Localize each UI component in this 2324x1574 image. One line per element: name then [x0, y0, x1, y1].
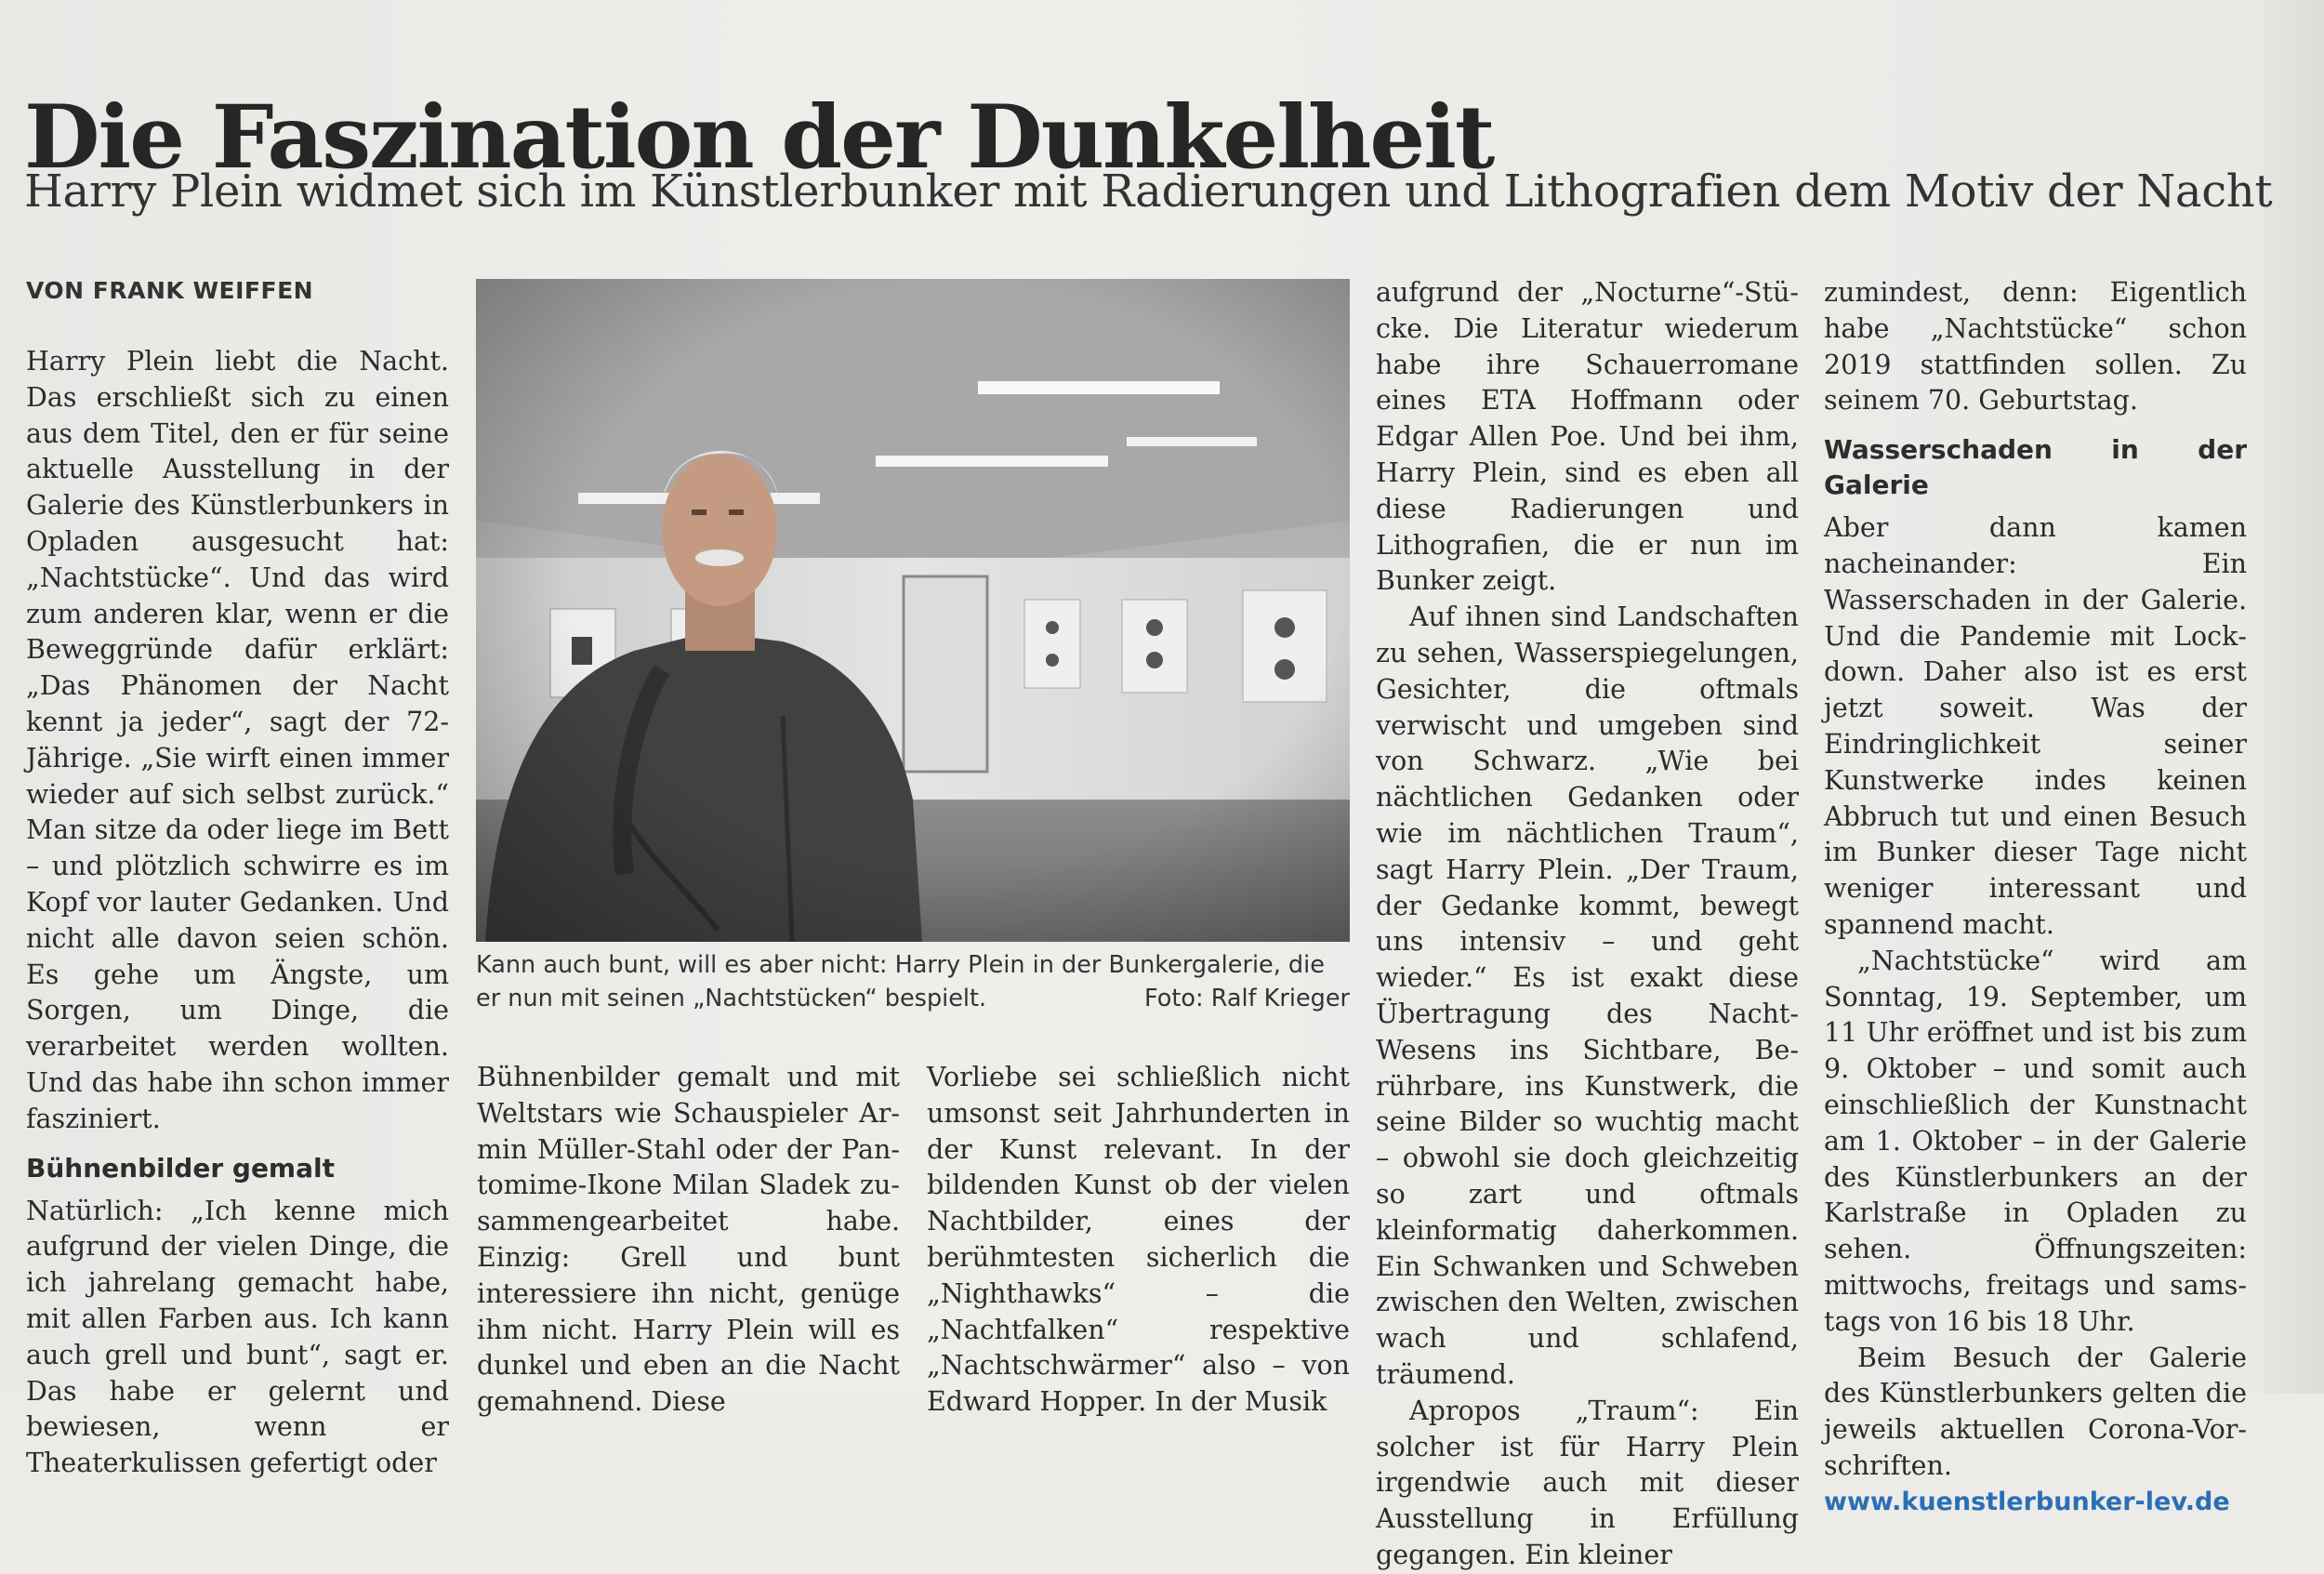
article-column-5: [1824, 275, 2247, 1521]
paragraph: Bühnenbilder gemalt und mit Weltstars wie Schauspieler Armin Müller-Stahl oder der Pantomime-Ikone Milan Sladek zusammengearbeitet habe. Einzig: Grell und bunt interessiere ihn nicht, genüge ihm nicht. Harry Plein will es dunkel und eben an die Nacht gemahnend. Diese: [477, 1062, 900, 1418]
photo-credit: Foto: Ralf Krieger: [1144, 985, 1350, 1012]
paragraph: Harry Plein liebt die Nacht. Das erschließt sich zu einen aus dem Titel, den er für seine aktuelle Ausstellung in der Galerie des Künstlerbunkers in Opladen ausgesucht hat: „Nachtstücke“. Und das wird zum anderen klar, wenn er die Beweggründe dafür erklärt: „Das Phänomen der Nacht kennt ja jeder“, sagt der 72-Jährige. „Sie wirft einen immer wieder auf sich selbst zurück.“ Man sitze da oder liege im Bett – und plötzlich schwirre es im Kopf vor lauter Gedanken. Und nicht alle davon seien schön. Es gehe um Ängste, um Sorgen, um Dinge, die verarbeitet werden wollten. Und das habe ihn schon immer fasziniert.: [26, 346, 449, 1134]
paragraph: aufgrund der „Nocturne“-Stücke. Die Literatur wiederum habe ihre Schauerromane eines ETA Hoffmann oder Edgar Allen Poe. Und bei ihm, Harry Plein, sind es eben all diese Radierungen und Lithografien, die er nun im Bunker zeigt.: [1376, 277, 1799, 597]
headline: Die Faszination der Dunkelheit: [24, 86, 1494, 189]
article-photo: [476, 279, 1350, 942]
adjacent-page-edge: [2264, 0, 2324, 1394]
article-column-4: [1376, 275, 1799, 1574]
paragraph: Auf ihnen sind Landschaften zu sehen, Wasserspiegelungen, Gesichter, die oftmals verwischt und umgeben sind von Schwarz. „Wie bei nächtlichen Gedanken oder wie im nächtlichen Traum“, sagt Harry Plein. „Der Traum, der Gedanke kommt, bewegt uns intensiv – und geht wieder.“ Es ist exakt diese Übertragung des Nacht-Wesens ins Sichtbare, Berührbare, ins Kunstwerk, die seine Bilder so wuchtig macht – obwohl sie doch gleichzeitig so zart und oftmals kleinformatig daherkommen. Ein Schwanken und Schweben zwischen den Welten, zwischen wach und schlafend, träumend.: [1376, 602, 1799, 1390]
photo-caption: [476, 948, 1350, 1015]
paragraph: zumindest, denn: Eigentlich habe „Nachtstücke“ schon 2019 stattfinden sollen. Zu seinem 70. Geburtstag.: [1824, 277, 2247, 417]
section-heading: Bühnenbilder gemalt: [26, 1152, 335, 1184]
caption-text: Kann auch bunt, will es aber nicht: Harry Plein in der Bunkergalerie, die er nun mit seinen „Nachtstücken“ bespielt.: [476, 951, 1325, 1012]
paragraph: Apropos „Traum“: Ein solcher ist für Harry Plein irgendwie auch mit dieser Ausstellung in Erfüllung gegangen. Ein kleiner: [1376, 1395, 1799, 1570]
paragraph: „Nachtstücke“ wird am Sonntag, 19. September, um 11 Uhr eröffnet und ist bis zum 9. Oktober – und somit auch einschließlich der Kunstnacht am 1. Oktober – in der Galerie des Künstlerbunkers an der Karlstraße in Opladen zu sehen. Öffnungszeiten: mittwochs, freitags und samstags von 16 bis 18 Uhr.: [1824, 945, 2247, 1337]
article-column-2: [477, 1060, 900, 1421]
section-heading: Wasserschaden in der Galerie: [1824, 434, 2247, 501]
paragraph: Aber dann kamen nacheinander: Ein Wasserschaden in der Galerie. Und die Pandemie mit Lockdown. Daher also ist es erst jetzt soweit. Was der Eindringlichkeit seiner Kunstwerke indes keinen Abbruch tut und einen Besuch im Bunker dieser Tage nicht weniger interessant und spannend macht.: [1824, 512, 2247, 940]
paragraph: Beim Besuch der Galerie des Künstlerbunkers gelten die jeweils aktuellen Corona-Vorschriften.: [1824, 1342, 2247, 1481]
gallery-photo-illustration: [476, 279, 1350, 942]
subheadline: Harry Plein widmet sich im Künstlerbunker mit Radierungen und Lithografien dem Motiv der Nacht: [24, 165, 2273, 218]
website-link[interactable]: www.kuenstlerbunker-lev.de: [1824, 1487, 2230, 1516]
byline: VON FRANK WEIFFEN: [26, 277, 314, 304]
article-column-3: [927, 1060, 1350, 1421]
article-column-1: [26, 344, 449, 1482]
paragraph: Natürlich: „Ich kenne mich aufgrund der vielen Dinge, die ich jahrelang gemacht habe, mit allen Farben aus. Ich kann auch grell und bunt“, sagt er. Das habe er gelernt und bewiesen, wenn er Theaterkulissen gefertigt oder: [26, 1195, 449, 1479]
paragraph: Vorliebe sei schließlich nicht umsonst seit Jahrhunderten in der Kunst relevant. In der bildenden Kunst ob der vielen Nachtbilder, eines der berühmtesten sicherlich die „Nighthawks“ – die „Nachtfalken“ respektive „Nachtschwärmer“ also – von Edward Hopper. In der Musik: [927, 1062, 1350, 1418]
